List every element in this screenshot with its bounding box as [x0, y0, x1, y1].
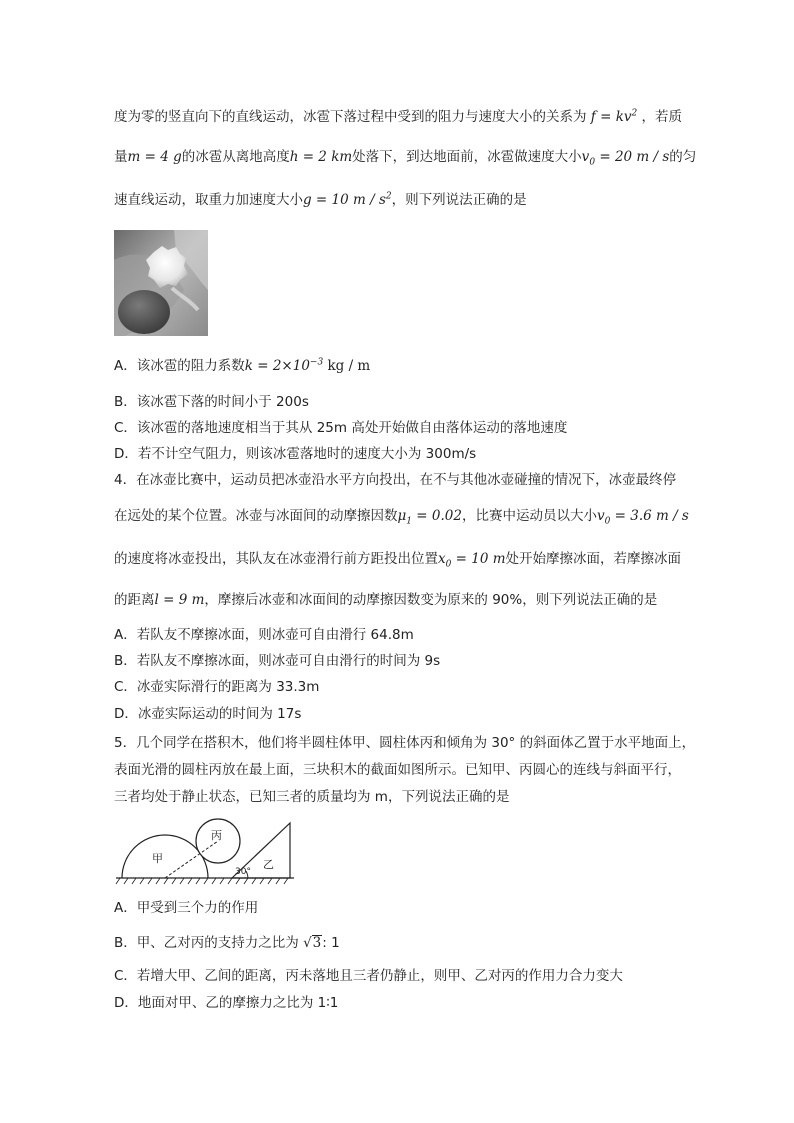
q5-option-b[interactable]: B．甲、乙对丙的支持力之比为 √3: 1	[114, 935, 340, 951]
q3-option-c[interactable]: C．该冰雹的落地速度相当于其从 25m 高处开始做自由落体运动的落地速度	[114, 420, 568, 436]
q3-option-b[interactable]: B．该冰雹下落的时间小于 200s	[114, 394, 309, 410]
k-formula: $k = 2\times 10^{-3}$	[244, 357, 324, 374]
q4-option-a[interactable]: A．若队友不摩擦冰面，则冰壶可自由滑行 64.8m	[114, 627, 414, 643]
height-formula: h = 2 km	[289, 149, 353, 165]
ground-hatching	[116, 878, 288, 884]
q3-option-a[interactable]: A．该冰雹的阻力系数$k = 2\times 10^{-3}$ kg / m	[114, 357, 371, 374]
q3-option-d[interactable]: D．若不计空气阻力，则该冰雹落地时的速度大小为 300m/s	[114, 446, 477, 462]
q5-stem-line-3: 三者均处于静止状态，已知三者的质量均为 m，下列说法正确的是	[114, 789, 510, 805]
f-formula: $f = kv^2$	[590, 108, 638, 125]
mu-formula: $\mu_1 = 0.02$	[397, 508, 462, 527]
q4-stem-line-1: 4．在冰壶比赛中，运动员把冰壶沿水平方向投出，在不与其他冰壶碰撞的情况下，冰壶最终停	[114, 472, 677, 488]
label-yi: 乙	[263, 858, 274, 871]
q4-option-c[interactable]: C．冰壶实际滑行的距离为 33.3m	[114, 679, 320, 695]
hailstone-photo	[114, 230, 208, 336]
label-bing: 丙	[211, 829, 222, 842]
blocks-diagram	[114, 815, 296, 885]
q3-stem-line-1: 度为零的竖直向下的直线运动，冰雹下落过程中受到的阻力与速度大小的关系为 $f = kv^2$ ，若质	[114, 108, 683, 125]
q4-stem-line-2: 在远处的某个位置。冰壶与冰面间的动摩擦因数$\mu_1 = 0.02$，比赛中运动员以大小$v_0 = 3.6$ m / s	[114, 508, 689, 527]
gravity-formula: g = 10 m / $s^2$	[303, 191, 392, 208]
q4-option-d[interactable]: D．冰壶实际运动的时间为 17s	[114, 706, 302, 722]
q4-stem-line-4: 的距离l = 9 m，摩擦后冰壶和冰面间的动摩擦因数变为原来的 90%，则下列说法正确的是	[114, 592, 658, 608]
q5-stem-line-1: 5．几个同学在搭积木，他们将半圆柱体甲、圆柱体丙和倾角为 30° 的斜面体乙置于水平地面上，	[114, 735, 696, 751]
q5-stem-line-2: 表面光滑的圆柱丙放在最上面，三块积木的截面如图所示。已知甲、丙圆心的连线与斜面平行，	[114, 762, 681, 778]
sqrt-symbol: √	[303, 935, 312, 951]
q5-option-a[interactable]: A．甲受到三个力的作用	[114, 900, 259, 916]
q5-option-c[interactable]: C．若增大甲、乙间的距离，丙未落地且三者仍静止，则甲、乙对丙的作用力合力变大	[114, 968, 623, 984]
q3-stem-line-3: 速直线运动，取重力加速度大小g = 10 m / $s^2$，则下列说法正确的是	[114, 191, 527, 208]
q5-option-d[interactable]: D．地面对甲、乙的摩擦力之比为 1∶1	[114, 995, 339, 1011]
l-formula: l = 9 m	[154, 592, 205, 608]
q4-stem-line-3: 的速度将冰壶投出，其队友在冰壶滑行前方距投出位置$x_0 = 10$ m处开始摩擦冰面，若摩擦冰面	[114, 551, 682, 570]
v0-formula: $v_0 = 3.6$ m / s	[596, 508, 689, 527]
sqrt-radicand: 3	[312, 935, 322, 951]
mass-formula: m = 4 g	[127, 149, 182, 165]
q4-option-b[interactable]: B．若队友不摩擦冰面，则冰壶可自由滑行的时间为 9s	[114, 653, 441, 669]
q3-stem-line-2: 量m = 4 g的冰雹从离地高度h = 2 km处落下，到达地面前，冰雹做速度大小$v_0 = 20$ m / s的匀	[114, 149, 697, 168]
label-jia: 甲	[152, 852, 163, 865]
x0-formula: $x_0 = 10$ m	[438, 551, 506, 570]
label-angle: 30°	[235, 867, 251, 877]
velocity-formula: $v_0 = 20$ m / s	[581, 149, 670, 168]
